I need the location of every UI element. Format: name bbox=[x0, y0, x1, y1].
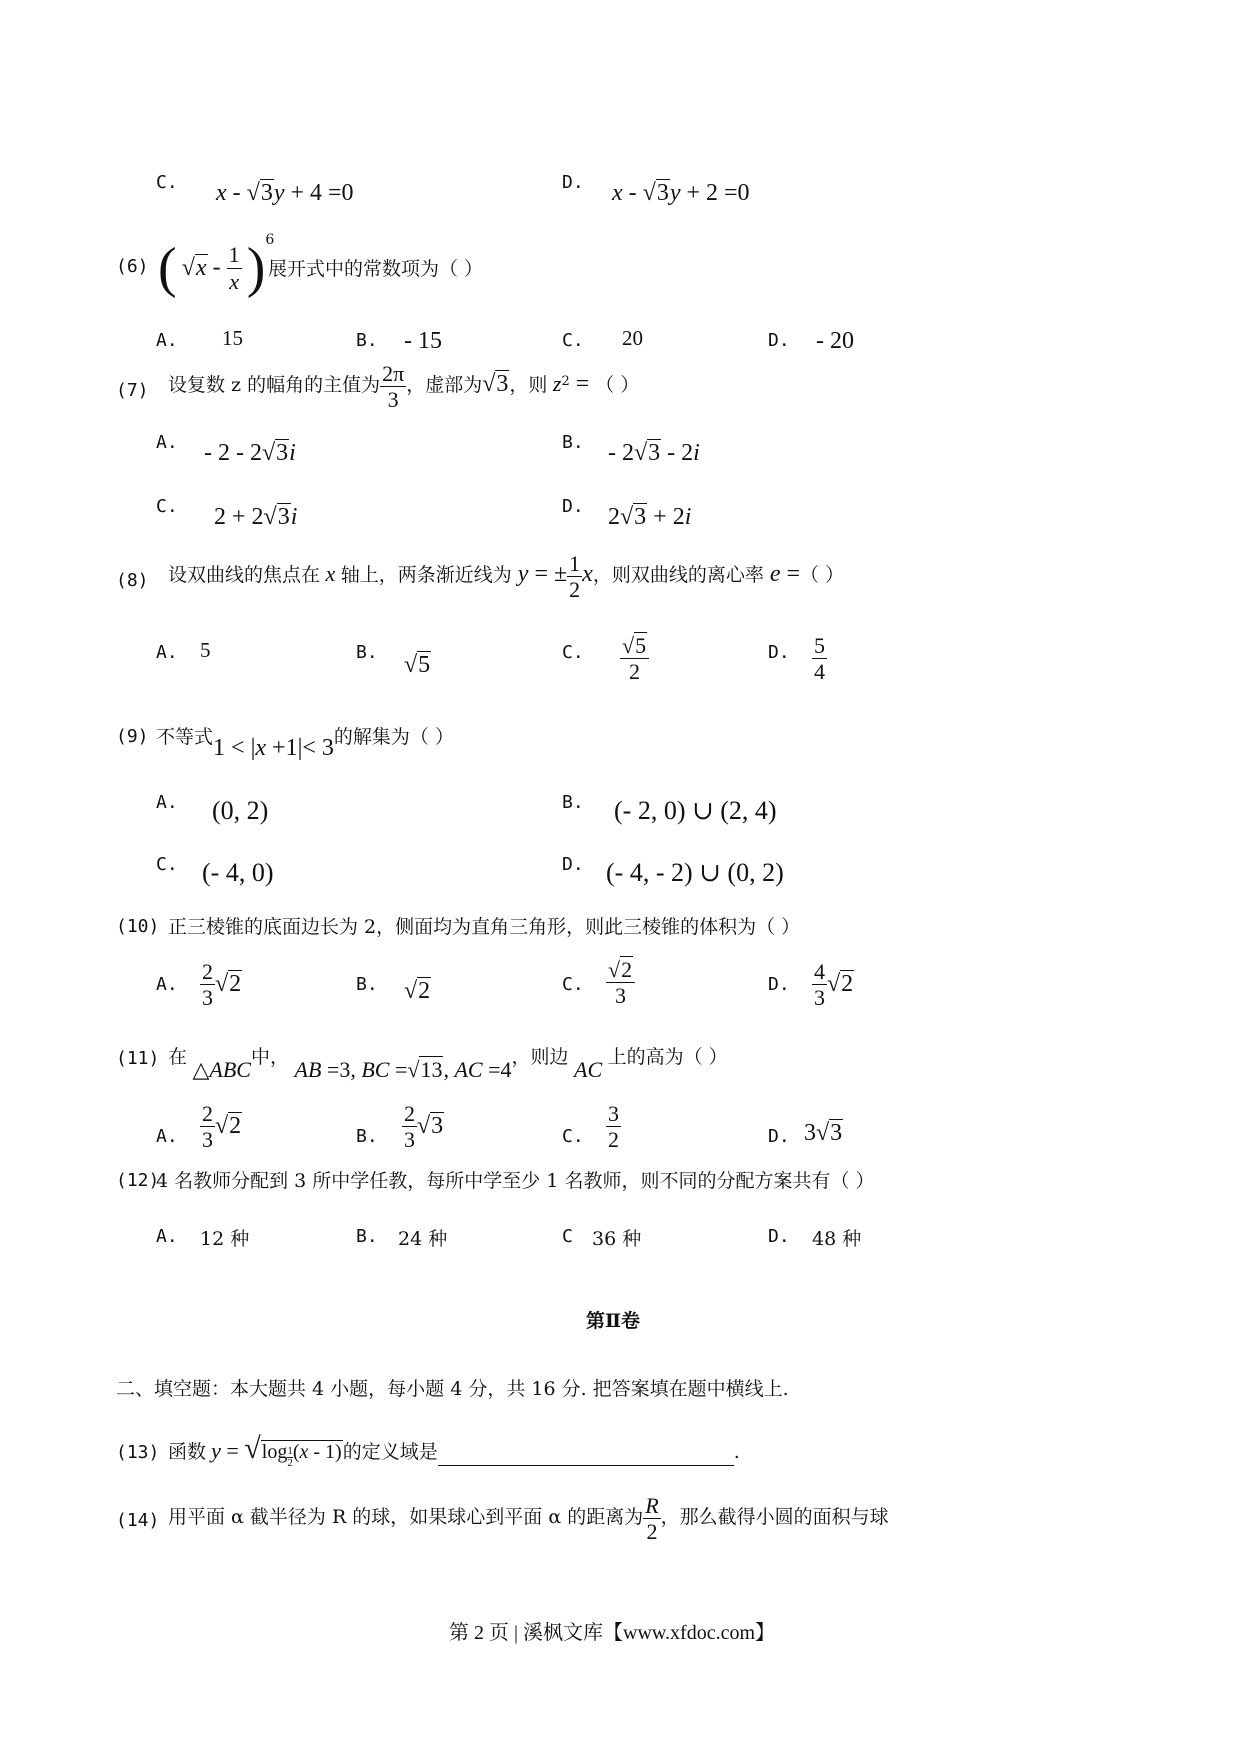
q9-option-a-value: (0, 2) bbox=[212, 796, 269, 825]
q10-option-c-label: C. bbox=[562, 974, 584, 995]
q10-option-c-value: $\frac{√2}{3}$ bbox=[606, 958, 635, 1007]
q11-stem: 在 △ABC中， AB =3, BC =√13, AC =4，则边 AC 上的高为（ ） bbox=[168, 1046, 728, 1082]
q7-stem: 设复数 z 的幅角的主值为 $\frac{2\pi}{3}$ ，虚部为√3，则 $z^2$ = （ ） bbox=[168, 361, 640, 413]
q10-option-a-value: $\frac{2}{3}$ √2 bbox=[202, 959, 242, 1011]
q12-option-d-value: 48 种 bbox=[812, 1228, 862, 1250]
q11-option-b-value: $\frac{2}{3}$ √3 bbox=[404, 1101, 444, 1153]
q7-option-d-value: 2√3 + 2i bbox=[608, 504, 692, 530]
q12-option-b-value: 24 种 bbox=[398, 1228, 448, 1250]
q11-option-c-value: $\frac{3}{2}$ bbox=[608, 1101, 619, 1153]
q12-option-b-label: B. bbox=[356, 1226, 378, 1247]
q7-option-a-label: A. bbox=[156, 432, 178, 453]
q5-option-c-math: x - √3y + 4 =0 bbox=[216, 180, 354, 206]
q6-option-b-label: B. bbox=[356, 330, 378, 351]
q8-option-c-value: $\frac{√5}{2}$ bbox=[620, 634, 649, 683]
q10-option-a-label: A. bbox=[156, 974, 178, 995]
q12-number: (12) bbox=[116, 1170, 160, 1191]
q9-number: (9) bbox=[116, 726, 149, 747]
q14-stem: 用平面 α 截半径为 R 的球，如果球心到平面 α 的距离为 $\frac{R}{2}$ ，那么截得小圆的面积与球 bbox=[168, 1493, 889, 1545]
q5-option-d-math: x - √3y + 2 =0 bbox=[612, 180, 750, 206]
q14-number: (14) bbox=[116, 1510, 160, 1531]
q8-option-d-value: $\frac{5}{4}$ bbox=[814, 633, 825, 685]
q8-option-d-label: D. bbox=[768, 642, 790, 663]
q11-option-d-value: 3√3 bbox=[804, 1120, 843, 1146]
q8-option-c-label: C. bbox=[562, 642, 584, 663]
q9-stem: 不等式1 < |x +1|< 3的解集为（ ） bbox=[156, 726, 454, 761]
q9-option-d-value: (- 4, - 2) ∪ (0, 2) bbox=[606, 858, 784, 887]
q7-option-b-value: - 2√3 - 2i bbox=[608, 440, 700, 466]
q9-option-b-label: B. bbox=[562, 792, 584, 813]
part-two-title: 第Ⅱ卷 bbox=[586, 1310, 641, 1332]
q10-stem: 正三棱锥的底面边长为 2，侧面均为直角三角形，则此三棱锥的体积为（ ） bbox=[168, 916, 801, 938]
q6-expression: ( √x - $\frac{1}{x}$ )$^6$ bbox=[158, 232, 275, 299]
q6-option-d-value: - 20 bbox=[816, 328, 854, 354]
q8-number: (8) bbox=[116, 570, 149, 591]
page-footer: 第 2 页 | 溪枫文库【www.xfdoc.com】 bbox=[449, 1622, 776, 1644]
q6-option-a-label: A. bbox=[156, 330, 178, 351]
q6-option-c-label: C. bbox=[562, 330, 584, 351]
q5-option-c-label: C. bbox=[156, 172, 178, 193]
q6-number: (6) bbox=[116, 256, 149, 277]
q7-option-c-label: C. bbox=[156, 496, 178, 517]
q6-option-a-value: 15 bbox=[222, 326, 243, 350]
q13-number: (13) bbox=[116, 1442, 160, 1463]
q11-option-a-label: A. bbox=[156, 1126, 178, 1147]
q8-option-b-label: B. bbox=[356, 642, 378, 663]
q9-option-c-label: C. bbox=[156, 854, 178, 875]
q9-option-c-value: (- 4, 0) bbox=[202, 858, 274, 887]
q11-option-c-label: C. bbox=[562, 1126, 584, 1147]
q11-option-b-label: B. bbox=[356, 1126, 378, 1147]
q12-stem: 4 名教师分配到 3 所中学任教，每所中学至少 1 名教师，则不同的分配方案共有（ ） bbox=[156, 1170, 875, 1192]
q9-option-a-label: A. bbox=[156, 792, 178, 813]
q8-option-b-value: √5 bbox=[404, 652, 431, 678]
q13-stem: 函数 y = √log $_{\frac{1}{2}}$ (x - 1)的定义域是 . bbox=[168, 1432, 740, 1469]
q9-option-b-value: (- 2, 0) ∪ (2, 4) bbox=[614, 796, 777, 825]
section-two-heading: 二、填空题：本大题共 4 小题，每小题 4 分，共 16 分. 把答案填在题中横线上. bbox=[116, 1378, 789, 1400]
q6-stem: 展开式中的常数项为（ ） bbox=[268, 258, 484, 280]
q12-option-d-label: D. bbox=[768, 1226, 790, 1247]
q10-number: (10) bbox=[116, 916, 160, 937]
q10-option-d-value: $\frac{4}{3}$ √2 bbox=[814, 959, 854, 1011]
q8-stem: 设双曲线的焦点在 x 轴上，两条渐近线为 y = ± $\frac{1}{2}$ x，则双曲线的离心率 e =（ ） bbox=[168, 551, 845, 603]
q12-option-c-label: C bbox=[562, 1226, 573, 1247]
q7-option-b-label: B. bbox=[562, 432, 584, 453]
q11-option-d-label: D. bbox=[768, 1126, 790, 1147]
q9-option-d-label: D. bbox=[562, 854, 584, 875]
q5-option-d-label: D. bbox=[562, 172, 584, 193]
q11-option-a-value: $\frac{2}{3}$ √2 bbox=[202, 1101, 242, 1153]
q8-option-a-label: A. bbox=[156, 642, 178, 663]
q7-option-a-value: - 2 - 2√3i bbox=[204, 440, 296, 466]
q10-option-d-label: D. bbox=[768, 974, 790, 995]
q6-option-b-value: - 15 bbox=[404, 328, 442, 354]
q10-option-b-value: √2 bbox=[404, 978, 431, 1004]
q7-option-c-value: 2 + 2√3i bbox=[214, 504, 298, 530]
q7-option-d-label: D. bbox=[562, 496, 584, 517]
q6-option-c-value: 20 bbox=[622, 326, 643, 350]
q13-answer-blank[interactable] bbox=[438, 1443, 734, 1466]
q10-option-b-label: B. bbox=[356, 974, 378, 995]
q12-option-a-label: A. bbox=[156, 1226, 178, 1247]
q8-option-a-value: 5 bbox=[200, 638, 211, 662]
q12-option-a-value: 12 种 bbox=[200, 1228, 250, 1250]
q7-number: (7) bbox=[116, 380, 149, 401]
q6-option-d-label: D. bbox=[768, 330, 790, 351]
q11-number: (11) bbox=[116, 1048, 160, 1069]
q12-option-c-value: 36 种 bbox=[592, 1228, 642, 1250]
